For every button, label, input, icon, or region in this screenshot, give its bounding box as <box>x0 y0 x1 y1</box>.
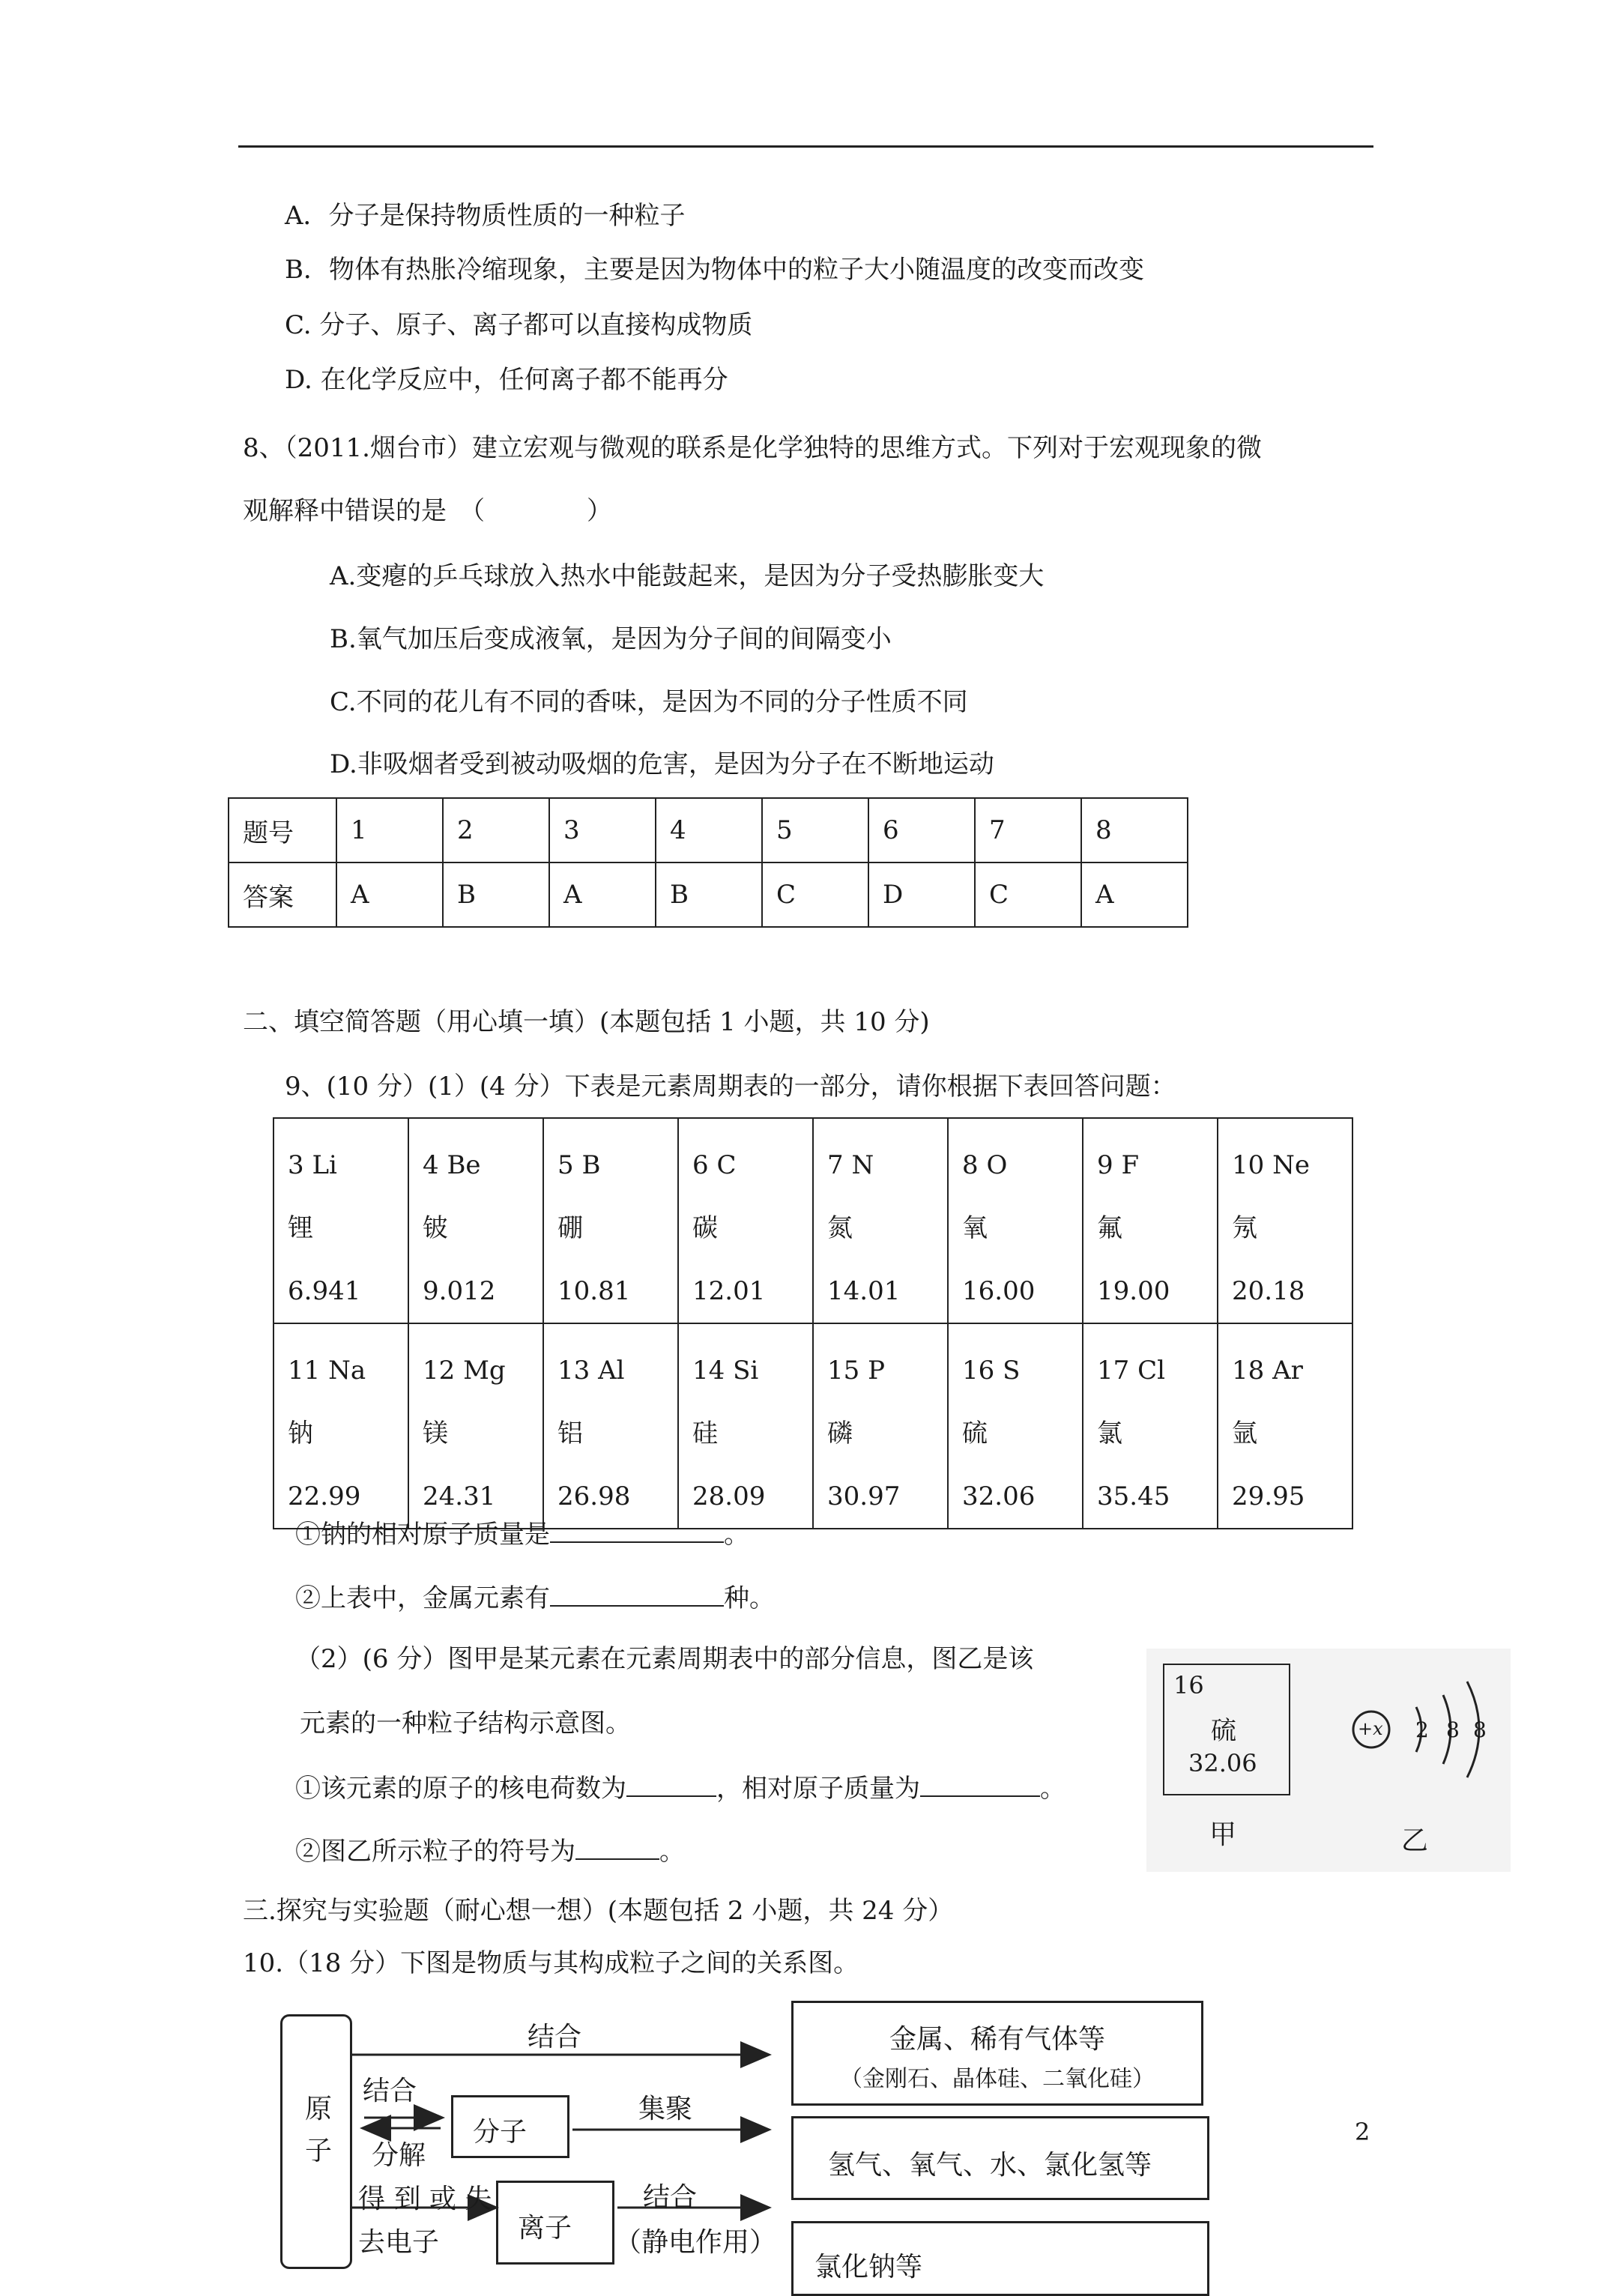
element-symbol: 18 Ar <box>1232 1356 1303 1386</box>
answer-table-cell: B <box>656 862 762 927</box>
answer-table-cell: A <box>1081 862 1188 927</box>
q8-stem-line1: 8、（2011.烟台市）建立宏观与微观的联系是化学独特的思维方式。下列对于宏观现象的微 <box>243 433 1262 463</box>
q8-option-d: D.非吸烟者受到被动吸烟的危害，是因为分子在不断地运动 <box>330 749 994 779</box>
q7-option-d: D. 在化学反应中，任何离子都不能再分 <box>285 365 728 395</box>
atom-label: 原子 <box>305 2094 333 2166</box>
element-name: 碳 <box>692 1213 718 1243</box>
element-symbol: 6 C <box>692 1150 737 1180</box>
element-symbol: 8 O <box>962 1150 1008 1180</box>
element-name: 锂 <box>288 1213 313 1243</box>
figure-caption-yi: 乙 <box>1401 1825 1429 1856</box>
element-name: 氖 <box>1232 1213 1257 1243</box>
q7-option-a: A．分子是保持物质性质的一种粒子 <box>285 201 686 231</box>
element-symbol: 12 Mg <box>423 1356 506 1386</box>
element-mass: 6.941 <box>288 1276 361 1306</box>
nucleus-label: +x <box>1358 1718 1383 1739</box>
answer-table-cell: 7 <box>975 798 1081 862</box>
element-name: 硫 <box>962 1419 988 1448</box>
element-mass: 29.95 <box>1232 1481 1305 1511</box>
element-name: 镁 <box>423 1419 448 1448</box>
element-card-name: 硫 <box>1211 1716 1236 1746</box>
element-mass: 35.45 <box>1097 1481 1170 1511</box>
molecular-substance-box <box>791 2116 1209 2200</box>
answer-table-cell: A <box>336 862 443 927</box>
q9-part2-item1-end: 。 <box>1040 1774 1066 1804</box>
q8-option-a: A.变瘪的乒乓球放入热水中能鼓起来，是因为分子受热膨胀变大 <box>330 561 1045 591</box>
molecule-label: 分子 <box>473 2117 528 2148</box>
element-symbol: 11 Na <box>288 1356 366 1386</box>
ionic-substance-box <box>791 2221 1209 2296</box>
answer-table-cell: 5 <box>762 798 868 862</box>
element-symbol: 4 Be <box>423 1150 481 1180</box>
label-combine-ion: 结合 <box>643 2182 698 2213</box>
element-name: 氩 <box>1232 1419 1257 1448</box>
element-name: 氯 <box>1097 1419 1122 1448</box>
q9-part2-line1: （2）(6 分）图甲是某元素在元素周期表中的部分信息，图乙是该 <box>295 1644 1034 1674</box>
q9-part2-item1-text2: ，相对原子质量为 <box>716 1774 920 1804</box>
answer-table-cell: C <box>975 862 1081 927</box>
answer-table-cell: 4 <box>656 798 762 862</box>
answer-table-cell: D <box>868 862 975 927</box>
element-name: 氮 <box>827 1213 853 1243</box>
element-mass: 28.09 <box>692 1481 766 1511</box>
label-combine-top: 结合 <box>528 2022 582 2052</box>
q9-part2-line2: 元素的一种粒子结构示意图。 <box>300 1709 631 1738</box>
element-mass: 16.00 <box>962 1276 1036 1306</box>
element-symbol: 3 Li <box>288 1150 337 1180</box>
element-mass: 22.99 <box>288 1481 361 1511</box>
element-symbol: 15 P <box>827 1356 885 1386</box>
q9-part2-item1-text: ①该元素的原子的核电荷数为 <box>295 1774 626 1804</box>
label-gather: 集聚 <box>638 2094 693 2124</box>
shell-electrons: 8 <box>1473 1718 1487 1742</box>
element-mass: 19.00 <box>1097 1276 1170 1306</box>
q9-item2-end: 种。 <box>724 1583 775 1613</box>
element-card-number: 16 <box>1173 1671 1204 1700</box>
answer-table-cell: 6 <box>868 798 975 862</box>
figure-caption-jia: 甲 <box>1209 1819 1237 1850</box>
element-mass: 12.01 <box>692 1276 766 1306</box>
molecular-substance-label: 氢气、氧气、水、氯化氢等 <box>828 2150 1152 2181</box>
molecule-box <box>451 2095 569 2158</box>
q8-option-b: B.氧气加压后变成液氧，是因为分子间的间隔变小 <box>330 624 892 654</box>
element-name: 氧 <box>962 1213 988 1243</box>
answer-table-cell: 1 <box>336 798 443 862</box>
q9-item1-text: ①钠的相对原子质量是 <box>295 1520 550 1550</box>
label-combine-mid: 结合 <box>363 2076 417 2106</box>
answer-table-label: 答案 <box>229 862 336 927</box>
q8-stem-line2: 观解释中错误的是 （ ） <box>243 496 612 526</box>
element-symbol: 16 S <box>962 1356 1021 1386</box>
answer-table-cell: B <box>443 862 549 927</box>
element-mass: 10.81 <box>557 1276 631 1306</box>
label-electrostatic: （静电作用） <box>614 2227 777 2258</box>
element-name: 硅 <box>692 1419 718 1448</box>
q9-item2-text: ②上表中，金属元素有 <box>295 1583 550 1613</box>
q9-part2-item2-end: 。 <box>659 1837 685 1867</box>
element-symbol: 14 Si <box>692 1356 759 1386</box>
element-card-mass: 32.06 <box>1188 1749 1257 1777</box>
element-name: 铍 <box>423 1213 448 1243</box>
answer-table-cell: A <box>549 862 656 927</box>
label-electrons: 去电子 <box>358 2227 440 2258</box>
element-mass: 24.31 <box>423 1481 496 1511</box>
q9-intro: 9、(10 分）(1）(4 分）下表是元素周期表的一部分，请你根据下表回答问题： <box>285 1072 1176 1102</box>
metal-box-line2: （金刚石、晶体硅、二氧化硅） <box>840 2066 1155 2092</box>
answer-table-cell: 8 <box>1081 798 1188 862</box>
shell-electrons: 8 <box>1446 1718 1460 1742</box>
element-symbol: 5 B <box>557 1150 601 1180</box>
element-symbol: 10 Ne <box>1232 1150 1310 1180</box>
element-symbol: 13 Al <box>557 1356 625 1386</box>
label-decompose: 分解 <box>372 2140 426 2171</box>
shell-electrons: 2 <box>1415 1718 1429 1742</box>
metal-box <box>791 2001 1203 2106</box>
q9-part2-item2-text: ②图乙所示粒子的符号为 <box>295 1837 575 1867</box>
answer-table-label: 题号 <box>229 798 336 862</box>
element-mass: 20.18 <box>1232 1276 1305 1306</box>
element-mass: 30.97 <box>827 1481 901 1511</box>
element-mass: 32.06 <box>962 1481 1036 1511</box>
q10-stem: 10.（18 分）下图是物质与其构成粒子之间的关系图。 <box>243 1948 859 1978</box>
element-mass: 26.98 <box>557 1481 631 1511</box>
element-name: 钠 <box>288 1419 313 1448</box>
answer-table-cell: 2 <box>443 798 549 862</box>
metal-box-line1: 金属、稀有气体等 <box>889 2024 1105 2055</box>
element-name: 氟 <box>1097 1213 1122 1243</box>
ion-box <box>496 2181 614 2265</box>
q7-option-c: C. 分子、原子、离子都可以直接构成物质 <box>285 310 753 340</box>
element-symbol: 9 F <box>1097 1150 1140 1180</box>
q7-option-b: B．物体有热胀冷缩现象，主要是因为物体中的粒子大小随温度的改变而改变 <box>285 255 1144 285</box>
section3-title: 三.探究与实验题（耐心想一想）(本题包括 2 小题，共 24 分） <box>243 1896 954 1926</box>
section2-title: 二、填空简答题（用心填一填）(本题包括 1 小题，共 10 分) <box>243 1007 930 1037</box>
page-number: 2 <box>1355 2118 1370 2146</box>
element-symbol: 7 N <box>827 1150 874 1180</box>
answer-table-cell: C <box>762 862 868 927</box>
q8-option-c: C.不同的花儿有不同的香味，是因为不同的分子性质不同 <box>330 687 968 717</box>
q9-item1-end: 。 <box>724 1520 749 1550</box>
answer-table-cell: 3 <box>549 798 656 862</box>
element-name: 磷 <box>827 1419 853 1448</box>
label-gain-lose: 得 到 或 失 <box>358 2184 492 2214</box>
ionic-substance-label: 氯化钠等 <box>814 2252 923 2283</box>
ion-label: 离子 <box>518 2213 572 2244</box>
element-symbol: 17 Cl <box>1097 1356 1165 1386</box>
element-mass: 9.012 <box>423 1276 496 1306</box>
element-name: 铝 <box>557 1419 583 1448</box>
element-mass: 14.01 <box>827 1276 901 1306</box>
element-name: 硼 <box>557 1213 583 1243</box>
